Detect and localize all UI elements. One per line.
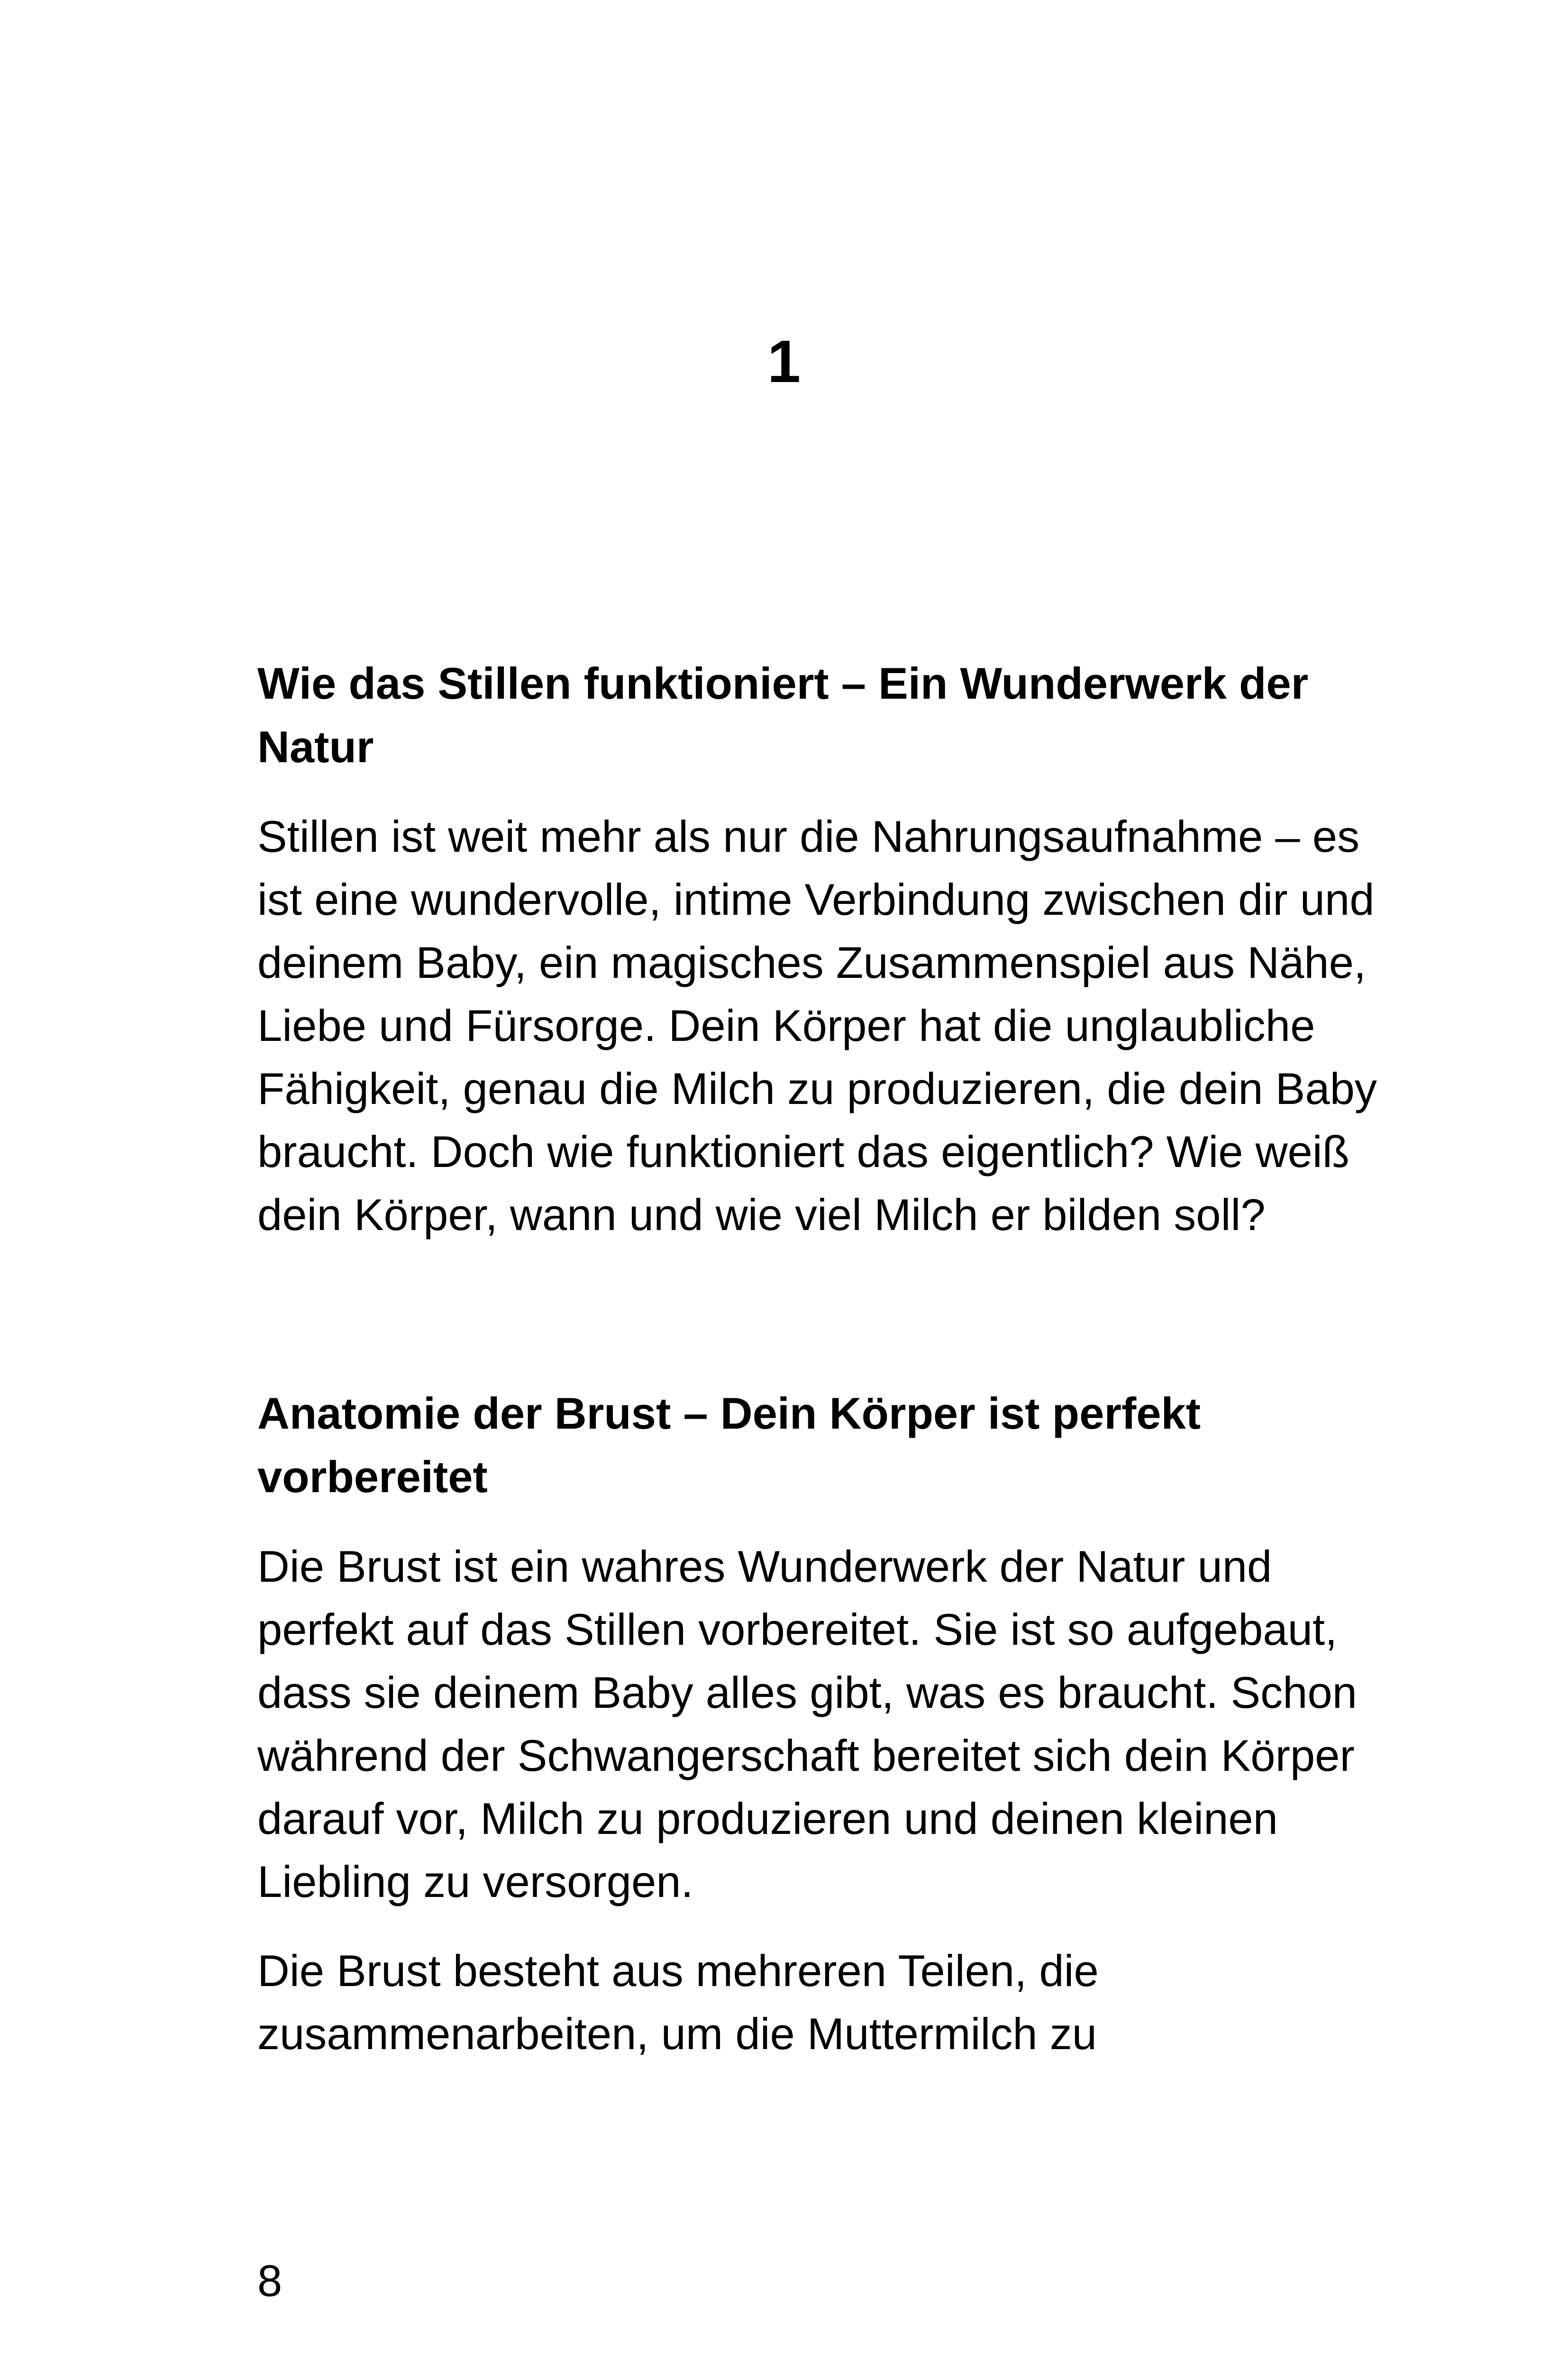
page-content: [257, 652, 1414, 2065]
section-heading: Anatomie der Brust – Dein Körper ist perfekt vorbereitet: [257, 1388, 1201, 1502]
paragraph: Die Brust besteht aus mehreren Teilen, die zusammenarbeiten, um die Muttermilch zu: [257, 1946, 1099, 2059]
chapter-number: 1: [767, 328, 801, 395]
section-heading: Wie das Stillen funktioniert – Ein Wunderwerk der Natur: [257, 658, 1309, 772]
paragraph: Stillen ist weit mehr als nur die Nahrungsaufnahme – es ist eine wundervolle, intime Verbindung zwischen dir und deinem Baby, ein magisches Zusammenspiel aus Nähe, Liebe und Fürsorge. Dein Körper hat die unglaubliche Fähigkeit, genau die Milch zu produzieren, die dein Baby braucht. Doch wie funktioniert das eigentlich? Wie weiß dein Körper, wann und wie viel Milch er bilden soll?: [257, 811, 1377, 1240]
paragraph: Die Brust ist ein wahres Wunderwerk der Natur und perfekt auf das Stillen vorbereitet. Sie ist so aufgebaut, dass sie deinem Baby alles gibt, was es braucht. Schon während der Schwangerschaft bereitet sich dein Körper darauf vor, Milch zu produzieren und deinen kleinen Liebling zu versorgen.: [257, 1541, 1357, 1906]
page-number: 8: [257, 2256, 283, 2306]
